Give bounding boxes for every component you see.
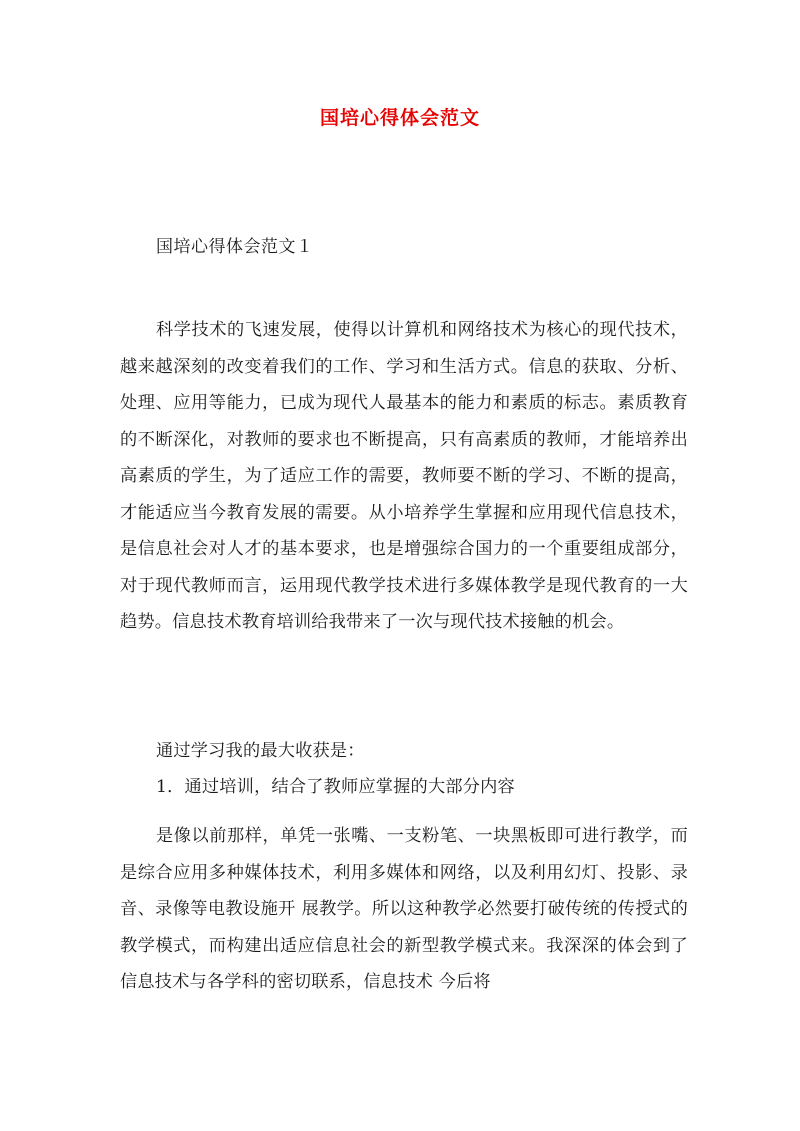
paragraph-point-1: 是像以前那样，单凭一张嘴、一支粉笔、一块黑板即可进行教学，而是综合应用多种媒体技术，利用多媒体和网络，以及利用幻灯、投影、录音、录像等电教设施开 展教学。所以这种教学必然要打破传统的传授式的教学模式，而构建出适应信息社会的新型教学模式来。我深深的体会到了信息技术与各学科的密切联系，信息技术 今后将	[120, 826, 688, 992]
paragraph-gains: 通过学习我的最大收获是：	[156, 741, 365, 761]
section-subtitle: 国培心得体会范文１	[156, 237, 314, 257]
paragraph-intro: 科学技术的飞速发展，使得以计算机和网络技术为核心的现代技术，越来越深刻的改变着我们的工作、学习和生活方式。信息的获取、分析、处理、应用等能力，已成为现代人最基本的能力和素质的标志。素质教育的不断深化，对教师的要求也不断提高，只有高素质的教师，才能培养出高素质的学生，为了适应工作的需要，教师要不断的学习、不断的提高，才能适应当今教育发展的需要。从小培养学生掌握和应用现代信息技术，是信息社会对人才的基本要求，也是增强综合国力的一个重要组成部分，对于现代教师而言，运用现代教学技术进行多媒体教学是现代教育的一大趋势。信息技术教育培训给我带来了一次与现代技术接触的机会。	[120, 320, 688, 632]
document-title: 国培心得体会范文	[319, 107, 480, 129]
heading-point-1: 1．通过培训，结合了教师应掌握的大部分内容	[156, 777, 515, 797]
